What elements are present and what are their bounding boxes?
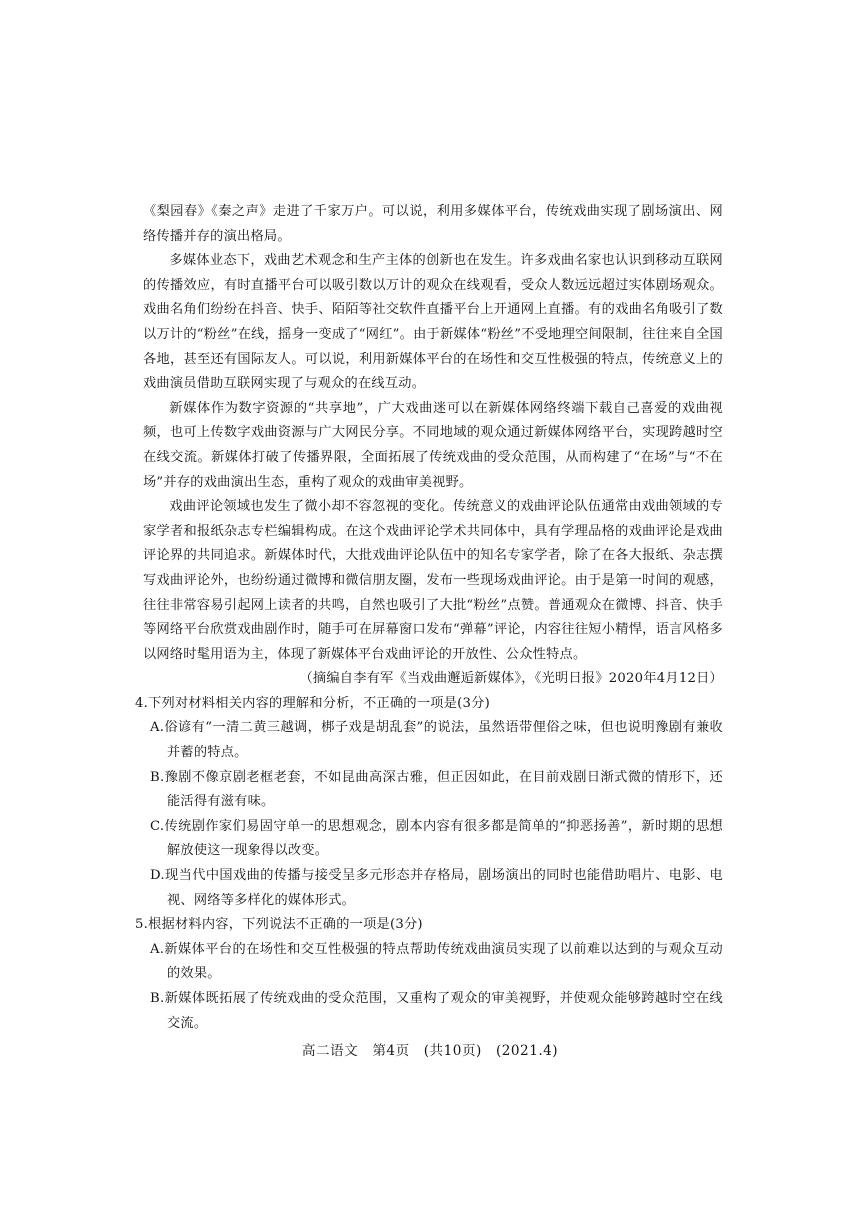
text-column xyxy=(135,200,723,1036)
question-option: A.新媒体平台的在场性和交互性极强的特点帮助传统戏曲演员实现了以前难以达到的与观众互动的效果。 xyxy=(150,941,723,982)
question-stem: 5.根据材料内容，下列说法不正确的一项是(3分) xyxy=(135,917,423,933)
article-paragraph: 多媒体业态下，戏曲艺术观念和生产主体的创新也在发生。许多戏曲名家也认识到移动互联网的传播效应，有时直播平台可以吸引数以万计的观众在线观看，受众人数远远超过实体剧场观众。戏曲名角们纷纷在抖音、快手、陌陌等社交软件直播平台上开通网上直播。有的戏曲名角吸引了数以万计的“粉丝”在线，摇身一变成了“网红”。由于新媒体“粉丝”不受地理空间限制，往往来自全国各地，甚至还有国际友人。可以说，利用新媒体平台的在场性和交互性极强的特点，传统意义上的戏曲演员借助互联网实现了与观众的在线互动。 xyxy=(143,253,723,392)
article-source: （摘编自李有军《当戏曲邂逅新媒体》，《光明日报》2020年4月12日） xyxy=(299,671,723,687)
page-footer: 高二语文 第4页 (共10页) (2021.4) xyxy=(301,1043,559,1059)
question-option: A.俗谚有“一清二黄三越调，梆子戏是胡乱套”的说法，虽然语带俚俗之味，但也说明豫剧有兼收并蓄的特点。 xyxy=(150,720,723,761)
question-stem: 4.下列对材料相关内容的理解和分析，不正确的一项是(3分) xyxy=(135,695,491,711)
question-option: D.现当代中国戏曲的传播与接受呈多元形态并存格局，剧场演出的同时也能借助唱片、电影、电视、网络等多样化的媒体形式。 xyxy=(150,868,723,908)
article-paragraph: 《梨园春》《秦之声》走进了千家万户。可以说，利用多媒体平台，传统戏曲实现了剧场演出、网络传播并存的演出格局。 xyxy=(143,204,723,244)
question-option: B.豫剧不像京剧老框老套，不如昆曲高深古雅，但正因如此，在目前戏剧日渐式微的情形下，还能活得有滋有味。 xyxy=(150,769,723,810)
question-option: B.新媒体既拓展了传统戏曲的受众范围，又重构了观众的审美视野，并使观众能够跨越时空在线交流。 xyxy=(150,991,723,1031)
question-option: C.传统剧作家们易固守单一的思想观念，剧本内容有很多都是简单的“抑恶扬善”，新时期的思想解放使这一现象得以改变。 xyxy=(150,818,723,859)
article-paragraph: 戏曲评论领域也发生了微小却不容忽视的变化。传统意义的戏曲评论队伍通常由戏曲领域的专家学者和报纸杂志专栏编辑构成。在这个戏曲评论学术共同体中，具有学理品格的戏曲评论是戏曲评论界的共同追求。新媒体时代，大批戏曲评论队伍中的知名专家学者，除了在各大报纸、杂志撰写戏曲评论外，也纷纷通过微博和微信朋友圈，发布一些现场戏曲评论。由于是第一时间的观感，往往非常容易引起网上读者的共鸣，自然也吸引了大批“粉丝”点赞。普通观众在微博、抖音、快手等网络平台欣赏戏曲剧作时，随手可在屏幕窗口发布“弹幕”评论，内容往往短小精悍，语言风格多以网络时髦用语为主，体现了新媒体平台戏曲评论的开放性、公众性特点。 xyxy=(143,499,723,662)
article-paragraph: 新媒体作为数字资源的“共享地”，广大戏曲迷可以在新媒体网络终端下载自己喜爱的戏曲视频，也可上传数字戏曲资源与广大网民分享。不同地域的观众通过新媒体网络平台，实现跨越时空在线交流。新媒体打破了传播界限，全面拓展了传统戏曲的受众范围，从而构建了“在场”与“不在场”并存的戏曲演出生态，重构了观众的戏曲审美视野。 xyxy=(143,400,723,490)
